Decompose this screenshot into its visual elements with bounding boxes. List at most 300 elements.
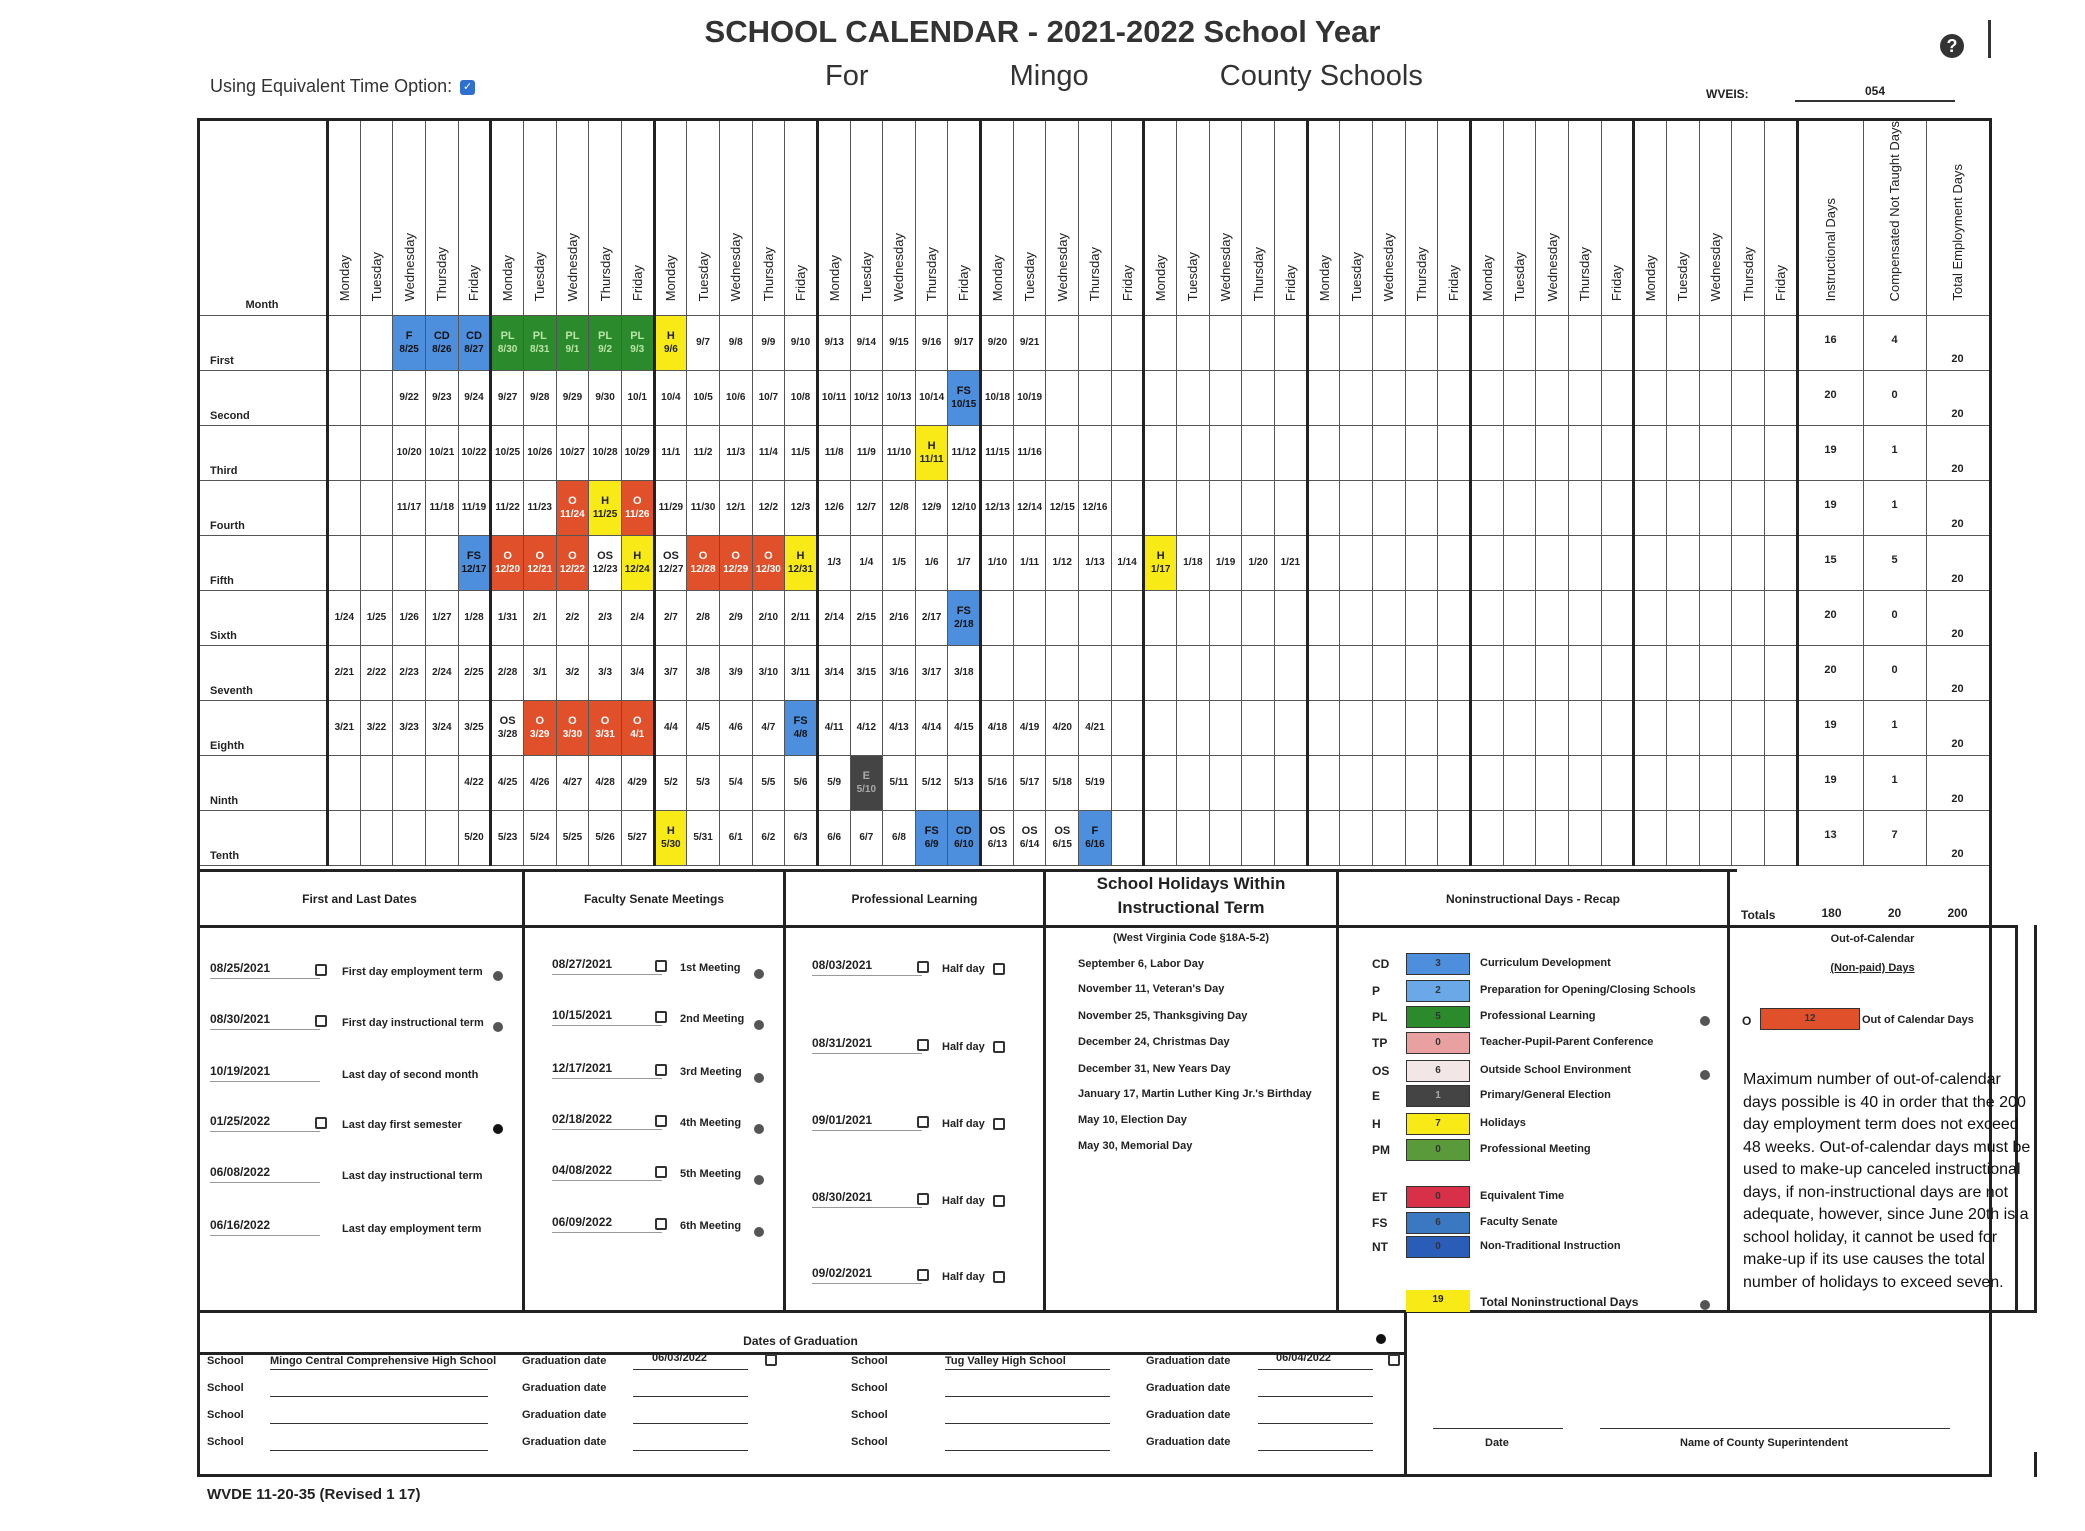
day-cell[interactable] [1013, 481, 1046, 536]
day-cell[interactable] [883, 756, 916, 811]
school-line[interactable] [270, 1396, 488, 1397]
first-last-date[interactable]: 06/16/2022 [210, 1218, 320, 1236]
day-cell[interactable] [883, 811, 916, 866]
day-cell[interactable] [1438, 371, 1471, 426]
month-cnt[interactable]: 1 [1863, 756, 1926, 811]
day-cell[interactable] [1013, 371, 1046, 426]
day-cell[interactable] [981, 756, 1014, 811]
day-cell[interactable] [1699, 756, 1732, 811]
day-cell[interactable] [817, 756, 850, 811]
day-cell[interactable] [491, 646, 524, 701]
day-cell[interactable] [1144, 316, 1177, 371]
graduation-date-line[interactable] [633, 1450, 748, 1451]
day-cell[interactable] [981, 811, 1014, 866]
day-cell[interactable] [654, 811, 687, 866]
day-cell[interactable] [491, 316, 524, 371]
checkbox[interactable] [315, 1114, 327, 1132]
day-cell[interactable] [589, 591, 622, 646]
month-inst[interactable]: 20 [1797, 371, 1863, 426]
help-icon[interactable]: ? [1940, 34, 1964, 58]
pl-date[interactable]: 08/31/2021 [812, 1036, 922, 1054]
info-icon[interactable] [754, 1171, 764, 1189]
day-cell[interactable] [1242, 646, 1275, 701]
day-cell[interactable] [1013, 646, 1046, 701]
day-cell[interactable] [1242, 591, 1275, 646]
day-cell[interactable] [621, 371, 654, 426]
day-cell[interactable] [1013, 811, 1046, 866]
calendar-icon[interactable] [1388, 1351, 1400, 1369]
day-cell[interactable] [1732, 316, 1765, 371]
day-cell[interactable] [1079, 426, 1112, 481]
school-line[interactable] [270, 1369, 488, 1370]
day-cell[interactable] [687, 701, 720, 756]
day-cell[interactable] [850, 536, 883, 591]
month-total[interactable]: 20 [1926, 646, 1989, 701]
day-cell[interactable] [1503, 811, 1536, 866]
day-cell[interactable] [1275, 481, 1308, 536]
day-cell[interactable] [1438, 811, 1471, 866]
day-cell[interactable] [1503, 371, 1536, 426]
month-total[interactable]: 20 [1926, 756, 1989, 811]
info-icon[interactable] [754, 1223, 764, 1241]
day-cell[interactable] [328, 701, 361, 756]
day-cell[interactable] [1177, 701, 1210, 756]
day-cell[interactable] [785, 701, 818, 756]
day-cell[interactable] [948, 811, 981, 866]
day-cell[interactable] [328, 481, 361, 536]
day-cell[interactable] [1405, 316, 1438, 371]
day-cell[interactable] [425, 536, 458, 591]
day-cell[interactable] [1634, 646, 1667, 701]
day-cell[interactable] [1209, 591, 1242, 646]
day-cell[interactable] [785, 646, 818, 701]
day-cell[interactable] [1046, 701, 1079, 756]
pl-date[interactable]: 09/01/2021 [812, 1113, 922, 1131]
day-cell[interactable] [1601, 591, 1634, 646]
info-icon[interactable] [754, 1120, 764, 1138]
day-cell[interactable] [1046, 536, 1079, 591]
day-cell[interactable] [1536, 536, 1569, 591]
day-cell[interactable] [1340, 701, 1373, 756]
info-icon[interactable] [1376, 1330, 1386, 1348]
day-cell[interactable] [589, 316, 622, 371]
day-cell[interactable] [1242, 811, 1275, 866]
day-cell[interactable] [752, 811, 785, 866]
month-cnt[interactable]: 0 [1863, 371, 1926, 426]
day-cell[interactable] [1373, 316, 1406, 371]
day-cell[interactable] [621, 536, 654, 591]
month-cnt[interactable]: 5 [1863, 536, 1926, 591]
day-cell[interactable] [1177, 316, 1210, 371]
day-cell[interactable] [719, 701, 752, 756]
day-cell[interactable] [850, 426, 883, 481]
day-cell[interactable] [1634, 701, 1667, 756]
day-cell[interactable] [785, 371, 818, 426]
day-cell[interactable] [1601, 701, 1634, 756]
day-cell[interactable] [1209, 316, 1242, 371]
day-cell[interactable] [948, 426, 981, 481]
day-cell[interactable] [458, 371, 491, 426]
day-cell[interactable] [948, 646, 981, 701]
day-cell[interactable] [1307, 481, 1340, 536]
day-cell[interactable] [1666, 701, 1699, 756]
day-cell[interactable] [393, 371, 426, 426]
day-cell[interactable] [817, 701, 850, 756]
info-icon[interactable] [754, 965, 764, 983]
day-cell[interactable] [654, 371, 687, 426]
day-cell[interactable] [393, 591, 426, 646]
day-cell[interactable] [948, 591, 981, 646]
month-cnt[interactable]: 7 [1863, 811, 1926, 866]
senate-date[interactable]: 12/17/2021 [552, 1061, 662, 1079]
day-cell[interactable] [1177, 371, 1210, 426]
day-cell[interactable] [1699, 591, 1732, 646]
day-cell[interactable] [1470, 756, 1503, 811]
day-cell[interactable] [1764, 756, 1797, 811]
day-cell[interactable] [1275, 811, 1308, 866]
school-line[interactable] [945, 1450, 1110, 1451]
day-cell[interactable] [1470, 701, 1503, 756]
day-cell[interactable] [1568, 591, 1601, 646]
day-cell[interactable] [1405, 701, 1438, 756]
day-cell[interactable] [393, 536, 426, 591]
senate-date[interactable]: 04/08/2022 [552, 1163, 662, 1181]
day-cell[interactable] [1079, 811, 1112, 866]
day-cell[interactable] [1764, 426, 1797, 481]
day-cell[interactable] [360, 371, 393, 426]
month-inst[interactable]: 15 [1797, 536, 1863, 591]
graduation-date-line[interactable] [633, 1423, 748, 1424]
graduation-date-value[interactable]: 06/03/2022 [652, 1352, 708, 1364]
checkbox[interactable] [917, 1113, 929, 1131]
day-cell[interactable] [491, 481, 524, 536]
day-cell[interactable] [425, 701, 458, 756]
day-cell[interactable] [883, 316, 916, 371]
day-cell[interactable] [1307, 316, 1340, 371]
day-cell[interactable] [719, 811, 752, 866]
day-cell[interactable] [915, 591, 948, 646]
day-cell[interactable] [1601, 646, 1634, 701]
day-cell[interactable] [523, 481, 556, 536]
day-cell[interactable] [1307, 646, 1340, 701]
day-cell[interactable] [523, 426, 556, 481]
day-cell[interactable] [785, 536, 818, 591]
day-cell[interactable] [1470, 591, 1503, 646]
day-cell[interactable] [1242, 426, 1275, 481]
day-cell[interactable] [360, 646, 393, 701]
graduation-date-line[interactable] [633, 1396, 748, 1397]
school-line[interactable] [945, 1369, 1110, 1370]
day-cell[interactable] [1568, 701, 1601, 756]
wveis-field[interactable]: 054 [1795, 84, 1955, 102]
day-cell[interactable] [1177, 756, 1210, 811]
day-cell[interactable] [1373, 756, 1406, 811]
day-cell[interactable] [687, 536, 720, 591]
day-cell[interactable] [1307, 811, 1340, 866]
day-cell[interactable] [1536, 591, 1569, 646]
day-cell[interactable] [1503, 591, 1536, 646]
day-cell[interactable] [883, 536, 916, 591]
day-cell[interactable] [817, 316, 850, 371]
day-cell[interactable] [491, 591, 524, 646]
day-cell[interactable] [523, 536, 556, 591]
day-cell[interactable] [1503, 536, 1536, 591]
day-cell[interactable] [1079, 316, 1112, 371]
day-cell[interactable] [1340, 481, 1373, 536]
day-cell[interactable] [915, 756, 948, 811]
day-cell[interactable] [1634, 756, 1667, 811]
half-day-checkbox[interactable] [993, 1115, 1005, 1133]
day-cell[interactable] [1275, 316, 1308, 371]
day-cell[interactable] [1111, 536, 1144, 591]
day-cell[interactable] [719, 371, 752, 426]
day-cell[interactable] [1013, 316, 1046, 371]
day-cell[interactable] [654, 646, 687, 701]
day-cell[interactable] [1405, 646, 1438, 701]
day-cell[interactable] [948, 316, 981, 371]
day-cell[interactable] [621, 811, 654, 866]
day-cell[interactable] [328, 646, 361, 701]
day-cell[interactable] [589, 536, 622, 591]
day-cell[interactable] [817, 481, 850, 536]
day-cell[interactable] [523, 371, 556, 426]
day-cell[interactable] [1666, 371, 1699, 426]
day-cell[interactable] [425, 371, 458, 426]
day-cell[interactable] [948, 536, 981, 591]
day-cell[interactable] [981, 701, 1014, 756]
day-cell[interactable] [1568, 536, 1601, 591]
day-cell[interactable] [1144, 371, 1177, 426]
day-cell[interactable] [817, 426, 850, 481]
day-cell[interactable] [425, 591, 458, 646]
first-last-date[interactable]: 10/19/2021 [210, 1064, 320, 1082]
day-cell[interactable] [491, 756, 524, 811]
day-cell[interactable] [556, 426, 589, 481]
day-cell[interactable] [1601, 756, 1634, 811]
day-cell[interactable] [654, 536, 687, 591]
day-cell[interactable] [1536, 371, 1569, 426]
senate-date[interactable]: 02/18/2022 [552, 1112, 662, 1130]
day-cell[interactable] [752, 426, 785, 481]
day-cell[interactable] [1111, 591, 1144, 646]
day-cell[interactable] [1568, 371, 1601, 426]
day-cell[interactable] [1405, 536, 1438, 591]
day-cell[interactable] [1666, 426, 1699, 481]
day-cell[interactable] [1438, 481, 1471, 536]
day-cell[interactable] [1177, 591, 1210, 646]
day-cell[interactable] [1046, 481, 1079, 536]
day-cell[interactable] [589, 756, 622, 811]
day-cell[interactable] [654, 591, 687, 646]
day-cell[interactable] [981, 481, 1014, 536]
day-cell[interactable] [687, 371, 720, 426]
day-cell[interactable] [981, 426, 1014, 481]
day-cell[interactable] [360, 426, 393, 481]
day-cell[interactable] [1307, 756, 1340, 811]
day-cell[interactable] [1666, 756, 1699, 811]
day-cell[interactable] [1503, 701, 1536, 756]
day-cell[interactable] [1634, 536, 1667, 591]
day-cell[interactable] [1079, 591, 1112, 646]
checkbox[interactable] [655, 1163, 667, 1181]
day-cell[interactable] [1373, 371, 1406, 426]
checkbox[interactable] [315, 1012, 327, 1030]
day-cell[interactable] [1013, 536, 1046, 591]
day-cell[interactable] [523, 701, 556, 756]
senate-date[interactable]: 06/09/2022 [552, 1215, 662, 1233]
day-cell[interactable] [1601, 316, 1634, 371]
day-cell[interactable] [458, 591, 491, 646]
day-cell[interactable] [328, 371, 361, 426]
day-cell[interactable] [1438, 536, 1471, 591]
day-cell[interactable] [556, 536, 589, 591]
month-total[interactable]: 20 [1926, 481, 1989, 536]
day-cell[interactable] [1470, 371, 1503, 426]
checkbox[interactable] [315, 961, 327, 979]
day-cell[interactable] [1079, 756, 1112, 811]
day-cell[interactable] [1144, 591, 1177, 646]
day-cell[interactable] [1340, 591, 1373, 646]
month-cnt[interactable]: 1 [1863, 426, 1926, 481]
day-cell[interactable] [1764, 371, 1797, 426]
day-cell[interactable] [1242, 756, 1275, 811]
day-cell[interactable] [1340, 536, 1373, 591]
day-cell[interactable] [1634, 591, 1667, 646]
day-cell[interactable] [1111, 371, 1144, 426]
day-cell[interactable] [883, 371, 916, 426]
day-cell[interactable] [1503, 646, 1536, 701]
graduation-date-line[interactable] [1258, 1396, 1373, 1397]
day-cell[interactable] [1013, 756, 1046, 811]
day-cell[interactable] [752, 591, 785, 646]
day-cell[interactable] [491, 426, 524, 481]
day-cell[interactable] [425, 811, 458, 866]
day-cell[interactable] [850, 371, 883, 426]
day-cell[interactable] [687, 591, 720, 646]
info-icon[interactable] [1700, 1012, 1710, 1030]
day-cell[interactable] [785, 316, 818, 371]
day-cell[interactable] [981, 371, 1014, 426]
day-cell[interactable] [1764, 646, 1797, 701]
graduation-date-line[interactable] [1258, 1369, 1373, 1370]
day-cell[interactable] [491, 371, 524, 426]
day-cell[interactable] [785, 426, 818, 481]
day-cell[interactable] [948, 371, 981, 426]
day-cell[interactable] [752, 481, 785, 536]
day-cell[interactable] [1732, 481, 1765, 536]
day-cell[interactable] [1470, 316, 1503, 371]
day-cell[interactable] [393, 811, 426, 866]
first-last-date[interactable]: 06/08/2022 [210, 1165, 320, 1183]
day-cell[interactable] [915, 646, 948, 701]
day-cell[interactable] [1438, 316, 1471, 371]
info-icon[interactable] [1700, 1066, 1710, 1084]
first-last-date[interactable]: 08/30/2021 [210, 1012, 320, 1030]
month-inst[interactable]: 16 [1797, 316, 1863, 371]
day-cell[interactable] [425, 316, 458, 371]
day-cell[interactable] [1340, 646, 1373, 701]
day-cell[interactable] [1275, 536, 1308, 591]
day-cell[interactable] [1764, 591, 1797, 646]
day-cell[interactable] [523, 646, 556, 701]
day-cell[interactable] [915, 536, 948, 591]
day-cell[interactable] [1568, 646, 1601, 701]
day-cell[interactable] [1634, 426, 1667, 481]
day-cell[interactable] [1732, 371, 1765, 426]
day-cell[interactable] [850, 811, 883, 866]
day-cell[interactable] [1144, 811, 1177, 866]
day-cell[interactable] [883, 426, 916, 481]
day-cell[interactable] [752, 646, 785, 701]
day-cell[interactable] [621, 701, 654, 756]
day-cell[interactable] [1111, 646, 1144, 701]
graduation-date-line[interactable] [1258, 1423, 1373, 1424]
graduation-school-name[interactable]: Tug Valley High School [945, 1355, 1066, 1367]
day-cell[interactable] [556, 316, 589, 371]
day-cell[interactable] [1144, 481, 1177, 536]
school-line[interactable] [945, 1423, 1110, 1424]
day-cell[interactable] [328, 536, 361, 591]
day-cell[interactable] [1373, 591, 1406, 646]
day-cell[interactable] [1470, 426, 1503, 481]
day-cell[interactable] [589, 811, 622, 866]
day-cell[interactable] [1373, 811, 1406, 866]
month-cnt[interactable]: 1 [1863, 481, 1926, 536]
day-cell[interactable] [1177, 646, 1210, 701]
month-inst[interactable]: 20 [1797, 646, 1863, 701]
checkbox[interactable] [655, 1008, 667, 1026]
day-cell[interactable] [785, 591, 818, 646]
day-cell[interactable] [1405, 481, 1438, 536]
day-cell[interactable] [817, 646, 850, 701]
day-cell[interactable] [915, 701, 948, 756]
day-cell[interactable] [1470, 536, 1503, 591]
day-cell[interactable] [1307, 426, 1340, 481]
day-cell[interactable] [1340, 371, 1373, 426]
day-cell[interactable] [883, 646, 916, 701]
day-cell[interactable] [393, 646, 426, 701]
day-cell[interactable] [458, 426, 491, 481]
day-cell[interactable] [1568, 756, 1601, 811]
senate-date[interactable]: 10/15/2021 [552, 1008, 662, 1026]
day-cell[interactable] [1666, 316, 1699, 371]
day-cell[interactable] [1666, 481, 1699, 536]
day-cell[interactable] [1601, 481, 1634, 536]
day-cell[interactable] [883, 481, 916, 536]
day-cell[interactable] [328, 426, 361, 481]
first-last-date[interactable]: 01/25/2022 [210, 1114, 320, 1132]
day-cell[interactable] [556, 811, 589, 866]
day-cell[interactable] [1405, 591, 1438, 646]
day-cell[interactable] [1209, 371, 1242, 426]
day-cell[interactable] [458, 756, 491, 811]
day-cell[interactable] [1144, 756, 1177, 811]
day-cell[interactable] [981, 536, 1014, 591]
day-cell[interactable] [1373, 701, 1406, 756]
day-cell[interactable] [1046, 646, 1079, 701]
day-cell[interactable] [458, 316, 491, 371]
pl-date[interactable]: 08/03/2021 [812, 958, 922, 976]
day-cell[interactable] [1764, 316, 1797, 371]
day-cell[interactable] [1275, 371, 1308, 426]
month-total[interactable]: 20 [1926, 316, 1989, 371]
day-cell[interactable] [1699, 316, 1732, 371]
day-cell[interactable] [1699, 701, 1732, 756]
day-cell[interactable] [1046, 316, 1079, 371]
day-cell[interactable] [1373, 536, 1406, 591]
day-cell[interactable] [1536, 701, 1569, 756]
info-icon[interactable] [493, 967, 503, 985]
